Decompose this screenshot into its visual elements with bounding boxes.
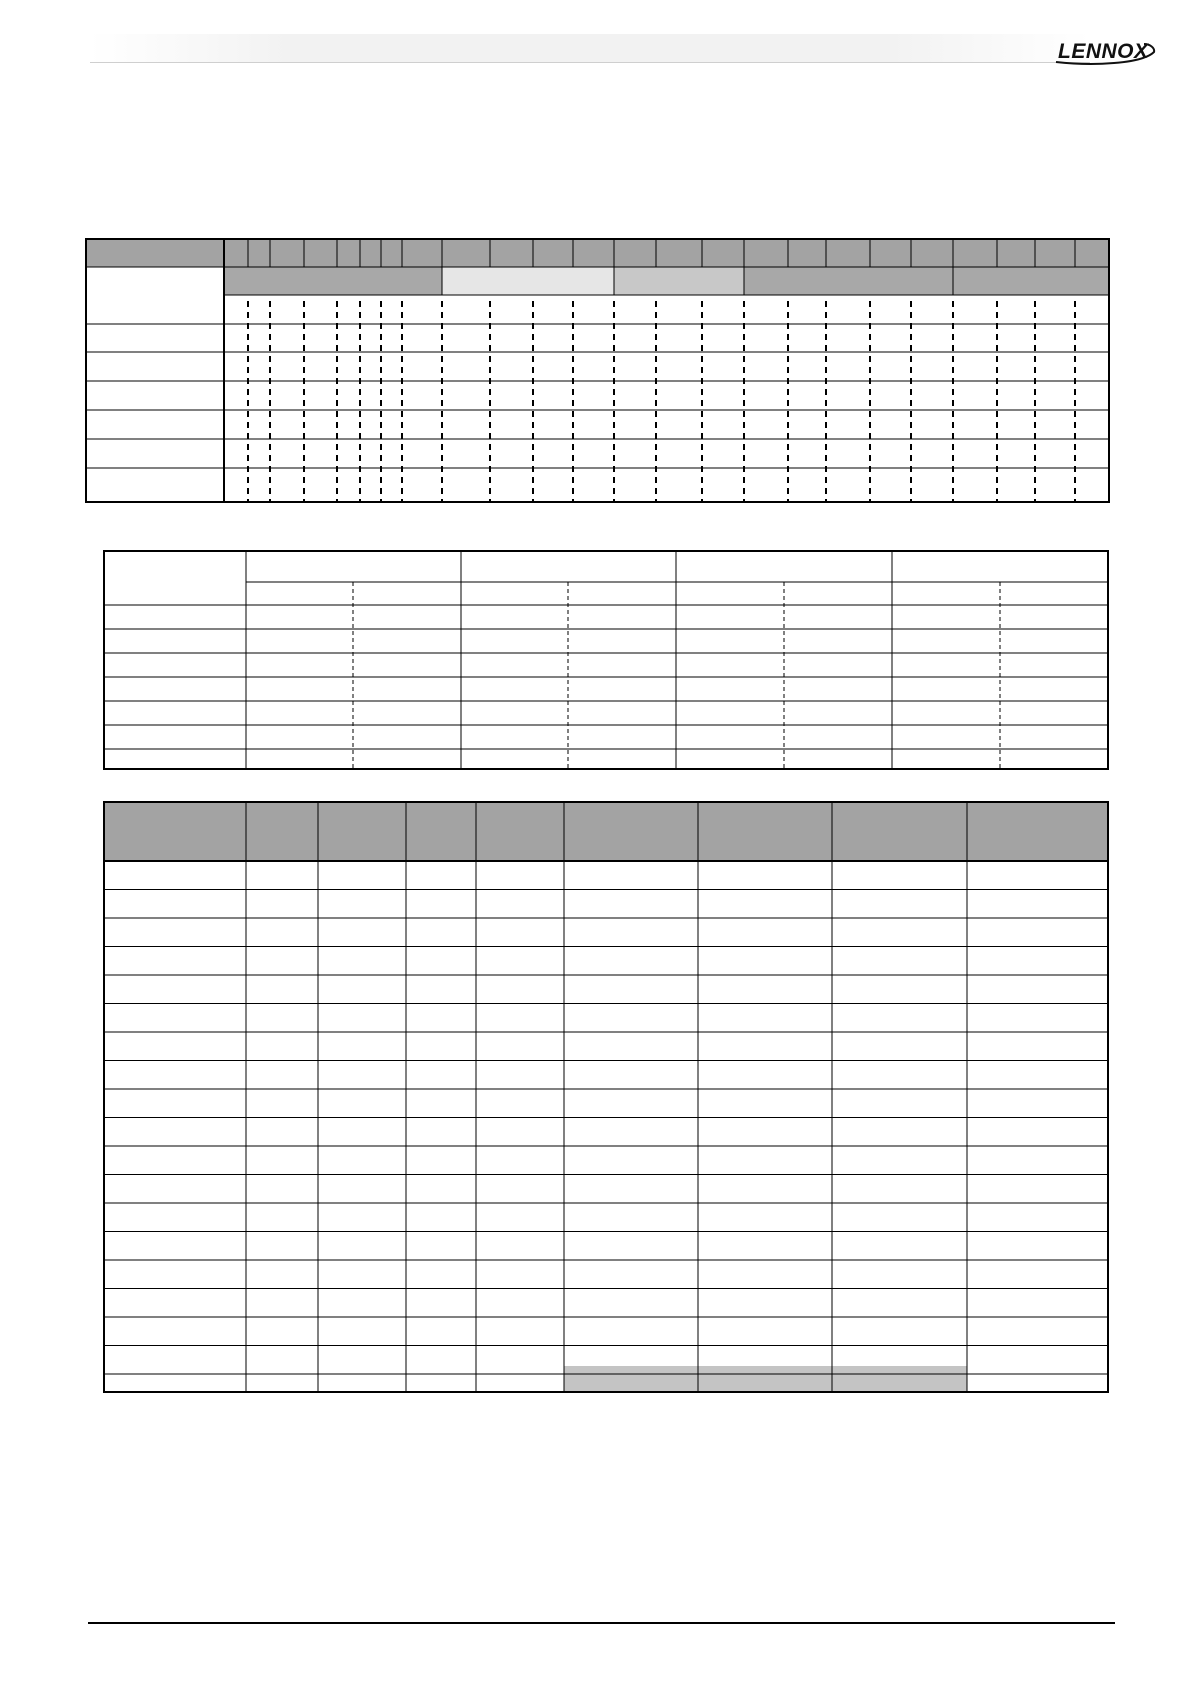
t3-disabled-cell: [564, 1366, 698, 1392]
t1-band-3: [614, 267, 744, 295]
t1-band-5: [953, 267, 1109, 295]
spec-table-details: [102, 800, 1110, 1394]
t2-border: [104, 551, 1108, 769]
t3-disabled-cell: [832, 1366, 967, 1392]
t3-header-row: [104, 802, 1108, 861]
spec-table-groups: [102, 549, 1110, 771]
t1-band-1: [224, 267, 442, 295]
brand-logo: [1052, 36, 1156, 66]
logo-text: LENNOX: [1058, 40, 1149, 63]
t1-band-4: [744, 267, 953, 295]
header-band: [90, 34, 1090, 63]
t3-border: [104, 802, 1108, 1392]
spec-table-models: [84, 237, 1112, 505]
t1-header-row: [86, 239, 1109, 267]
footer-rule: [88, 1622, 1115, 1624]
t3-disabled-cell: [698, 1366, 832, 1392]
t1-band-2: [442, 267, 614, 295]
